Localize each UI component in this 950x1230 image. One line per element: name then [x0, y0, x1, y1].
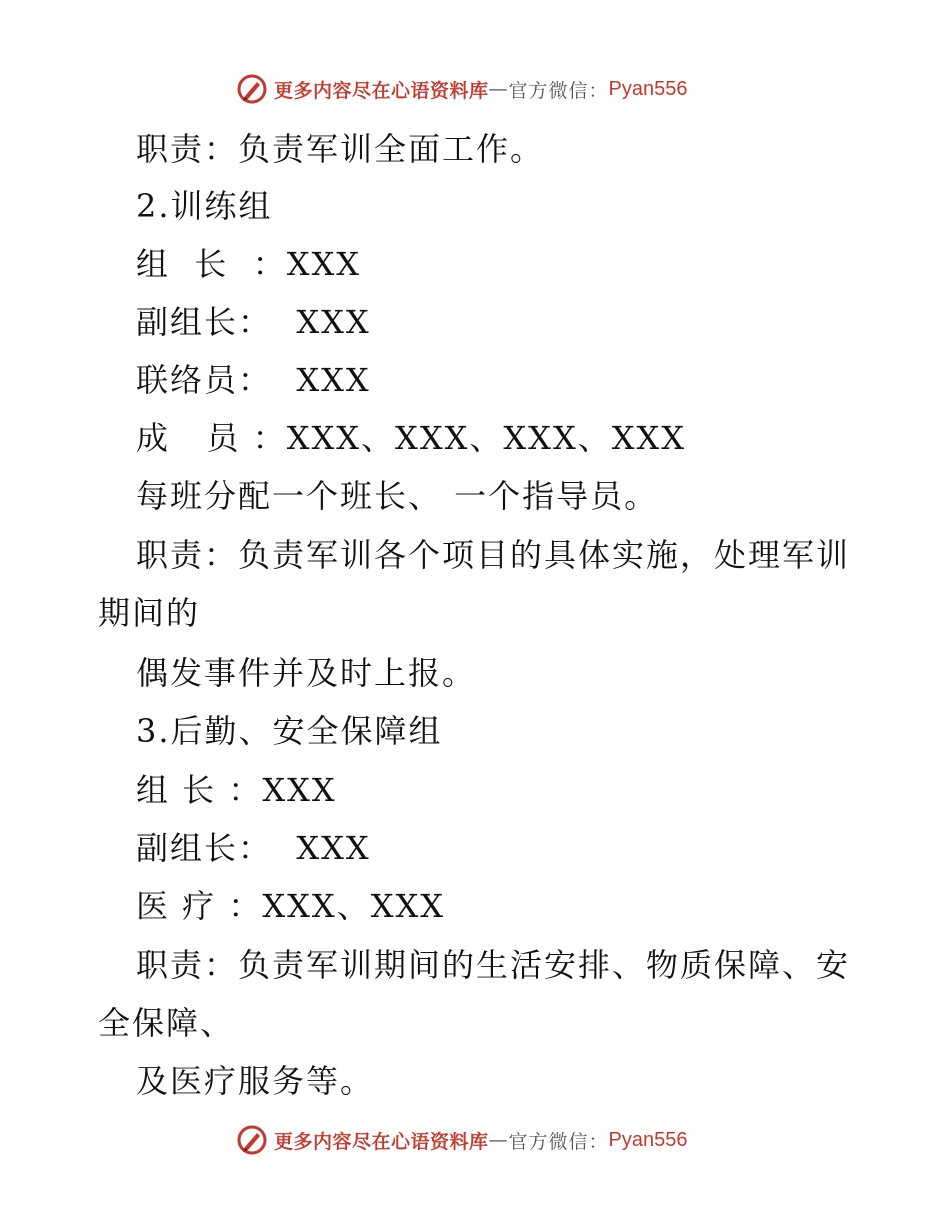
- text-line: 副组长： XXX: [136, 829, 371, 867]
- text-line: 组 长 ：XXX: [136, 771, 337, 809]
- watermark-dash: —: [488, 78, 509, 100]
- watermark-label: 官方微信：: [508, 79, 609, 102]
- watermark-banner-top: [236, 72, 688, 106]
- pen-logo-icon: [236, 1124, 268, 1156]
- text-line: 期间的: [98, 594, 201, 632]
- text-line: 联络员： XXX: [136, 361, 371, 399]
- text-line: 副组长： XXX: [136, 303, 371, 341]
- pen-logo-icon: [236, 73, 268, 105]
- watermark-dash: —: [488, 1129, 509, 1151]
- watermark-brand: 更多内容尽在心语资料库: [274, 79, 489, 102]
- text-line: 全保障、: [98, 1004, 235, 1042]
- text-line: 成 员 ：XXX、XXX、XXX、XXX: [136, 419, 687, 457]
- watermark-label: 官方微信：: [508, 1130, 609, 1153]
- watermark-id: Pyan556: [608, 77, 688, 100]
- text-line: 医 疗 ：XXX、XXX: [136, 887, 446, 925]
- text-line: 职责：负责军训各个项目的具体实施，处理军训: [136, 536, 851, 574]
- text-line: 3.后勤、安全保障组: [136, 712, 443, 750]
- text-line: 2.训练组: [136, 187, 273, 225]
- watermark-id: Pyan556: [608, 1128, 688, 1151]
- watermark-banner-bottom: [236, 1123, 688, 1157]
- text-line: 偶发事件并及时上报。: [136, 654, 477, 692]
- text-line: 职责：负责军训全面工作。: [136, 130, 545, 168]
- text-line: 职责：负责军训期间的生活安排、物质保障、安: [136, 946, 851, 984]
- text-line: 组 长 ：XXX: [136, 245, 362, 283]
- text-line: 及医疗服务等。: [136, 1062, 375, 1100]
- text-line: 每班分配一个班长、 一个指导员。: [136, 477, 659, 515]
- watermark-brand: 更多内容尽在心语资料库: [274, 1130, 489, 1153]
